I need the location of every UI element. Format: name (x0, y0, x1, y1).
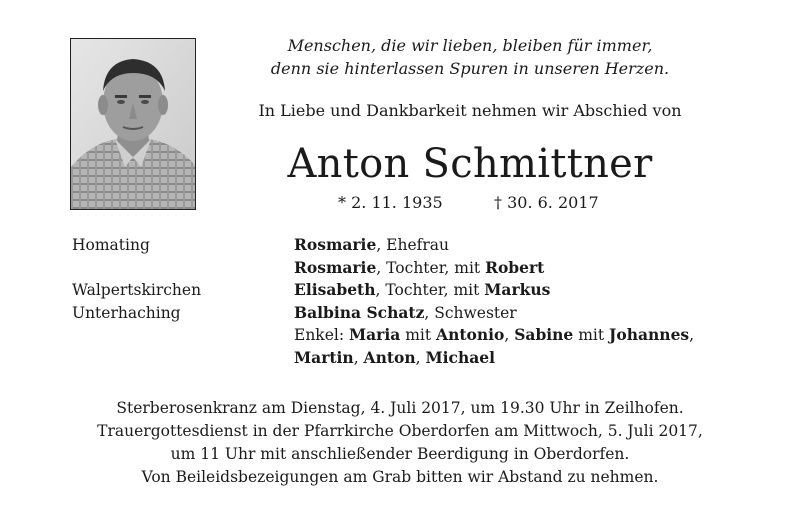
mourner-row (294, 324, 744, 347)
service-details (40, 397, 760, 489)
connector-text: mit (400, 326, 437, 345)
grandchildren-label: Enkel: (294, 326, 349, 345)
mourner-row (294, 302, 744, 325)
mourner-row (294, 279, 744, 302)
mourner-name: Michael (425, 347, 496, 367)
place-homating: Homating (72, 236, 150, 254)
death-date: † 30. 6. 2017 (494, 193, 599, 212)
mourner-relation: , Tochter, mit (375, 281, 485, 300)
quote-line-2: denn sie hinterlassen Spuren in unseren Herzen. (270, 59, 670, 78)
mourner-relation: , Schwester (424, 303, 517, 322)
mourner-row (294, 234, 744, 257)
place-unterhaching: Unterhaching (72, 303, 181, 322)
mourner-relation: , Ehefrau (376, 236, 450, 254)
connector-text: , (689, 326, 695, 345)
mourner-name: Balbina Schatz (294, 302, 425, 322)
quote-line-1: Menschen, die wir lieben, bleiben für immer, (287, 36, 653, 55)
portrait-photo (70, 38, 196, 210)
mourner-relation: , Tochter, mit (376, 258, 486, 277)
service-line-rosary: Sterberosenkranz am Dienstag, 4. Juli 2017, um 19.30 Uhr in Zeilhofen. (116, 399, 684, 417)
mourner-name: Robert (485, 257, 545, 277)
mourner-name: Rosmarie (294, 235, 377, 254)
portrait-icon (71, 39, 195, 209)
memorial-quote (220, 34, 720, 80)
deceased-name: Anton Schmittner (287, 141, 653, 187)
mourner-name: Markus (484, 280, 551, 300)
mourner-name: Martin (294, 347, 354, 367)
mourner-name: Anton (363, 347, 416, 367)
mourner-name: Johannes (609, 325, 690, 345)
mourner-name: Rosmarie (294, 257, 377, 277)
place-empty (72, 257, 272, 280)
mourner-name: Maria (348, 325, 401, 345)
mourner-row (294, 257, 744, 280)
service-line-burial: um 11 Uhr mit anschließender Beerdigung in Oberdorfen. (170, 445, 630, 463)
place-empty (72, 347, 272, 370)
place-empty (72, 324, 272, 347)
mourner-name: Elisabeth (294, 280, 376, 300)
connector-text: , (504, 326, 515, 345)
place-walpertskirchen: Walpertskirchen (72, 281, 202, 300)
service-line-mass: Trauergottesdienst in der Pfarrkirche Oberdorfen am Mittwoch, 5. Juli 2017, (97, 422, 703, 440)
connector-text: mit (573, 326, 610, 345)
mourner-name: Antonio (436, 325, 505, 345)
birth-date: * 2. 11. 1935 (338, 193, 443, 212)
service-line-condolences: Von Beileidsbezeigungen am Grab bitten wir Abstand zu nehmen. (141, 468, 659, 486)
connector-text: , (353, 348, 364, 367)
mourner-name: Sabine (514, 325, 574, 345)
mourner-row (294, 347, 744, 370)
farewell-intro: In Liebe und Dankbarkeit nehmen wir Abschied von (258, 101, 682, 120)
mourners-list (294, 234, 744, 370)
places-column (72, 234, 272, 370)
connector-text: , (415, 348, 426, 367)
